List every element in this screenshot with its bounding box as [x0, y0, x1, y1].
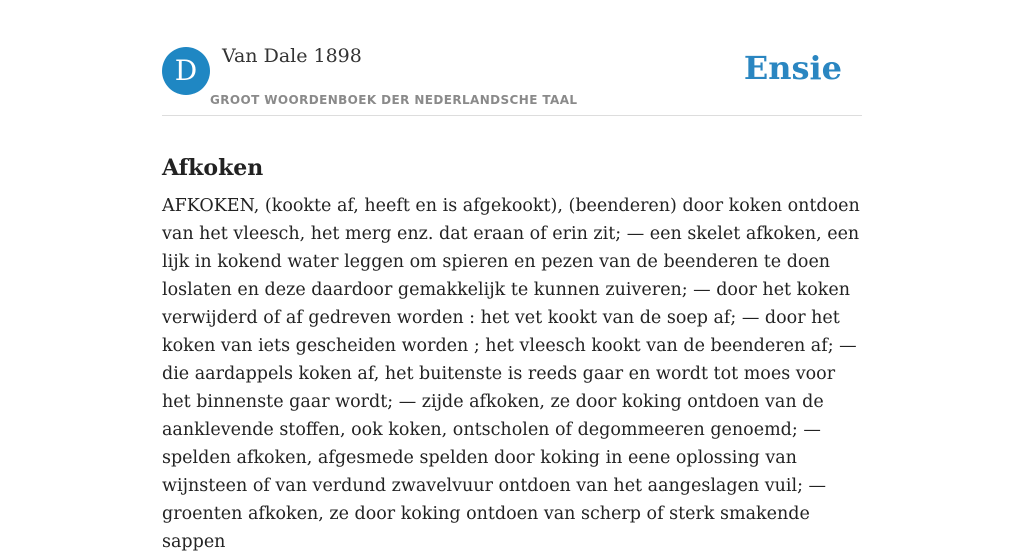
entry-headword: Afkoken [162, 154, 264, 181]
source-header [162, 45, 862, 115]
header-divider [162, 115, 862, 116]
source-avatar[interactable]: D [162, 47, 210, 95]
source-title[interactable]: Van Dale 1898 [222, 45, 362, 67]
source-subtitle: GROOT WOORDENBOEK DER NEDERLANDSCHE TAAL [210, 93, 578, 107]
entry-definition: AFKOKEN, (kookte af, heeft en is afgekookt), (beenderen) door koken ontdoen van het vleesch, het merg enz. dat eraan of erin zit; — een skelet afkoken, een lijk in kokend water leggen om spieren en pezen van de beenderen te doen loslaten en deze daardoor gemakkelijk te kunnen zuiveren; — door het koken verwijderd of af gedreven worden : het vet kookt van de soep af; — door het koken van iets gescheiden worden ; het vleesch kookt van de beenderen af; — die aardappels koken af, het buitenste is reeds gaar en wordt tot moes voor het binnenste gaar wordt; — zijde afkoken, ze door koking ontdoen van de aanklevende stoffen, ook koken, ontscholen of degommeeren genoemd; — spelden afkoken, afgesmede spelden door koking in eene oplossing van wijnsteen of van verdund zwavelvuur ontdoen van het aangeslagen vuil; — groenten afkoken, ze door koking ontdoen van scherp of sterk smakende sappen [162, 196, 860, 552]
brand-logo[interactable]: Ensie [743, 49, 842, 87]
